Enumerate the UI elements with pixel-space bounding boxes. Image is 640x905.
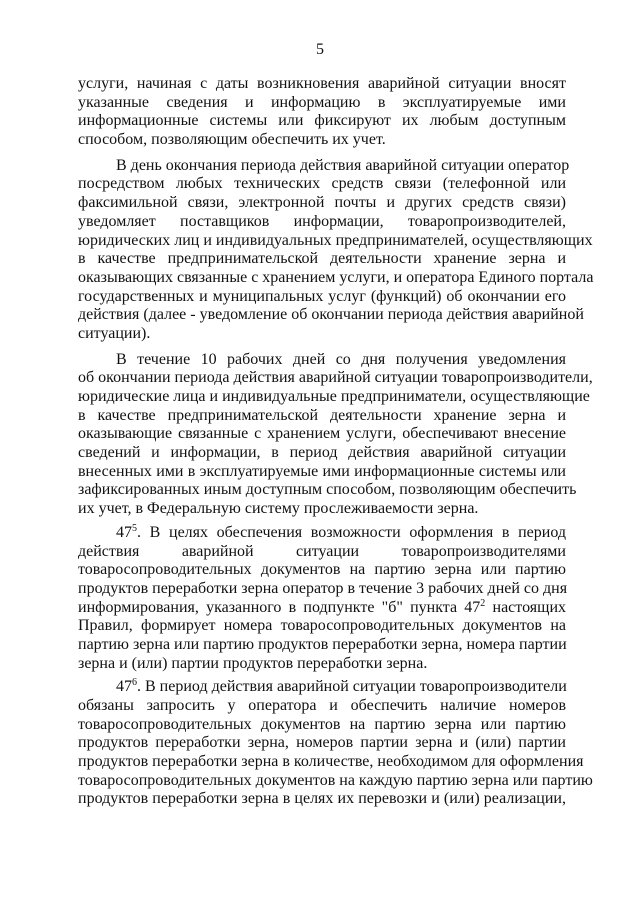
- text-line: услуги, начиная с даты возникновения аварийной ситуации вносят: [78, 75, 566, 92]
- paragraph-47-5: [78, 524, 566, 674]
- clause-number: $47^5$: [116, 522, 137, 541]
- text-line: товаросопроводительных документов на партию зерна или партию: [78, 715, 566, 733]
- text-line: оказывающих связанные с хранением услуги, и оператора Единого портала: [78, 268, 594, 286]
- text-line: оказывающие связанные с хранением услуги, обеспечивают внесение: [78, 425, 566, 443]
- text-line: юридические лица и индивидуальные предприниматели, осуществляющие: [78, 388, 590, 405]
- text-line: В течение 10 рабочих дней со дня получения уведомления: [116, 350, 566, 368]
- text-line: в качестве предпринимательской деятельности хранение зерна и: [78, 250, 566, 268]
- text-line: товаросопроводительных документов на каждую партию зерна или партию: [78, 771, 593, 789]
- text-line: действия (далее - уведомление об окончании периода действия аварийной: [78, 306, 584, 324]
- text-line: зерна и (или) партии продуктов переработки зерна.: [78, 654, 428, 672]
- paragraph-2: [78, 156, 594, 344]
- clause-reference-sup: 2: [480, 597, 486, 609]
- page-number: 5: [316, 41, 324, 58]
- text-line: государственных и муниципальных услуг (функций) об окончании его: [78, 287, 566, 305]
- paragraph-47-6: [78, 677, 593, 809]
- text-line: обязаны запросить у оператора и обеспечить наличие номеров: [78, 697, 566, 714]
- text-line: продуктов переработки зерна, номеров партии зерна и (или) партии: [78, 734, 566, 752]
- text-line: ситуации).: [78, 324, 151, 342]
- text-line: действия аварийной ситуации товаропроизводителями: [78, 542, 566, 560]
- text-line: зафиксированных иным доступным способом, позволяющим обеспечить: [78, 481, 577, 499]
- text-line: продуктов переработки зерна оператор в течение 3 рабочих дней со дня: [78, 579, 568, 597]
- text-line: юридических лиц и индивидуальных предпринимателей, осуществляющих: [78, 231, 593, 249]
- text-line: их учет, в Федеральную систему прослеживаемости зерна.: [78, 500, 479, 518]
- text-line: товаросопроводительных документов на партию зерна или партию: [78, 561, 566, 579]
- text-line: информационные системы или фиксируют их любым доступным: [78, 112, 566, 130]
- text-line: Правил, формирует номера товаросопроводительных документов на: [78, 617, 566, 635]
- text-line: указанные сведения и информацию в эксплуатируемые ими: [78, 93, 566, 111]
- text-line: $47^6$. В период действия аварийной ситуации товаропроизводители: [116, 677, 567, 696]
- paragraph-1: [78, 75, 566, 150]
- text-line: сведений и информации, в период действия аварийной ситуации: [78, 444, 566, 462]
- paragraph-3: [78, 350, 593, 519]
- text-line: продуктов переработки зерна в целях их перевозки и (или) реализации,: [78, 790, 566, 808]
- text-line: уведомляет поставщиков информации, товаропроизводителей,: [78, 212, 566, 230]
- document-body: [78, 75, 594, 809]
- text-line: партию зерна или партию продуктов переработки зерна, номера партии: [78, 635, 567, 653]
- text-line: $47^5$. В целях обеспечения возможности оформления в период: [116, 522, 566, 541]
- text-line: посредством любых технических средств связи (телефонной или: [78, 175, 566, 193]
- text-line: об окончании периода действия аварийной ситуации товаропроизводители,: [78, 369, 593, 387]
- clause-number: $47^6$: [116, 677, 137, 696]
- text-line: факсимильной связи, электронной почты и других средств связи): [78, 194, 566, 212]
- text-line: информирования, указанного в подпункте "б" пункта $47^2$ настоящих: [78, 597, 567, 616]
- text-line: способом, позволяющим обеспечить их учет.: [78, 131, 386, 149]
- text-line: в качестве предпринимательской деятельности хранение зерна и: [78, 406, 566, 424]
- text-line: внесенных ими в эксплуатируемые ими информационные системы или: [78, 462, 566, 480]
- text-line: В день окончания периода действия аварийной ситуации оператор: [116, 156, 570, 174]
- text-line: продуктов переработки зерна в количестве, необходимом для оформления: [78, 753, 584, 771]
